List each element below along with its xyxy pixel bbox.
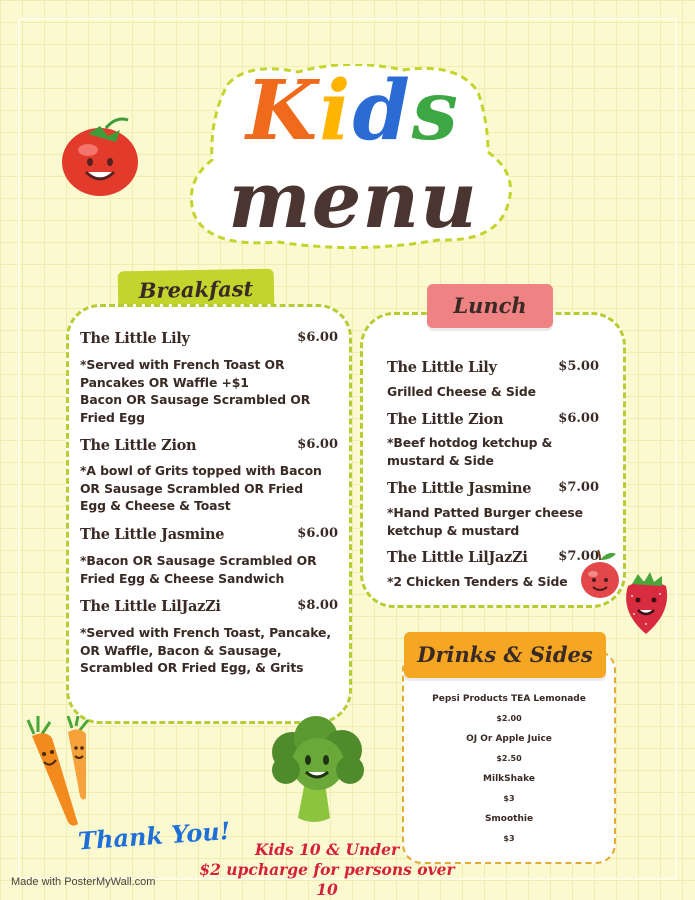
kids-letter: d (352, 63, 412, 159)
item-name: The Little LilJazZi (387, 549, 528, 566)
desc-line: OR Waffle, Bacon & Sausage, (80, 642, 282, 658)
breakfast-item (80, 598, 338, 615)
desc-line: mustard & Side (387, 452, 494, 468)
drink-name: OJ Or Apple Juice (466, 734, 552, 744)
watermark: Made with PosterMyWall.com (11, 876, 156, 888)
drink-name: Smoothie (484, 814, 534, 824)
drink-name: MilkShake (483, 774, 535, 784)
drink-price: $3 (503, 834, 515, 843)
desc-line: *Bacon OR Sausage Scrambled OR (80, 553, 317, 568)
item-name: The Little Jasmine (387, 480, 532, 497)
desc-line: *A bowl of Grits topped with Bacon (80, 463, 322, 478)
breakfast-item (80, 437, 338, 454)
item-price: $6.00 (558, 411, 599, 426)
desc-line: Pancakes OR Waffle +$1 (80, 374, 249, 390)
item-price: $5.00 (558, 359, 599, 374)
item-name: The Little Zion (80, 437, 197, 454)
pricing-note (196, 840, 458, 900)
desc-line: Fried Egg (80, 409, 145, 425)
broccoli-icon (262, 714, 374, 826)
item-description (80, 624, 346, 677)
item-name: The Little Lily (80, 330, 190, 347)
item-description (80, 356, 346, 426)
item-description (387, 383, 617, 401)
item-name: The Little Zion (387, 411, 504, 428)
item-price: $8.00 (297, 598, 338, 613)
carrot-icon (24, 716, 102, 828)
kids-letter: i (319, 63, 353, 159)
kids-letter: K (246, 63, 320, 159)
desc-line: Bacon OR Sausage Scrambled OR (80, 392, 311, 407)
item-name: The Little Lily (387, 359, 497, 376)
tomato-icon (58, 114, 148, 204)
desc-line: *Served with French Toast, Pancake, (80, 625, 331, 640)
kids-letter: s (411, 63, 460, 159)
item-price: $7.00 (558, 549, 599, 564)
desc-line: OR Sausage Scrambled OR Fried (80, 480, 303, 496)
item-description (80, 462, 346, 515)
lunch-item (387, 480, 599, 497)
lunch-item (387, 411, 599, 428)
item-price: $7.00 (558, 480, 599, 495)
desc-line: *Hand Patted Burger cheese (387, 505, 583, 520)
lunch-item (387, 359, 599, 376)
item-price: $6.00 (297, 330, 338, 345)
desc-line: Scrambled OR Fried Egg, & Grits (80, 660, 304, 675)
breakfast-item (80, 330, 338, 347)
drink-price: $2.00 (496, 714, 522, 723)
item-name: The Little Jasmine (80, 526, 225, 543)
title-block (188, 64, 518, 250)
drinks-tag: Drinks & Sides (404, 632, 606, 678)
drink-name: Pepsi Products TEA Lemonade (432, 694, 586, 704)
desc-line: *2 Chicken Tenders & Side (387, 574, 568, 589)
thank-you-text: Thank You! (77, 815, 232, 856)
lunch-item (387, 549, 599, 566)
upcharge-note: $2 upcharge for persons over 10 (199, 860, 455, 899)
desc-line: Fried Egg & Cheese Sandwich (80, 570, 285, 586)
item-description (387, 434, 617, 469)
drink-price: $3 (503, 794, 515, 803)
drink-price: $2.50 (496, 754, 522, 763)
breakfast-item (80, 526, 338, 543)
strawberry-icon (618, 568, 674, 638)
item-description (387, 504, 617, 539)
age-note: Kids 10 & Under (254, 840, 400, 859)
item-description (80, 552, 346, 587)
breakfast-tag: Breakfast (118, 269, 275, 312)
item-price: $6.00 (297, 437, 338, 452)
menu-heading: menu (228, 155, 478, 246)
item-name: The Little LilJazZi (80, 598, 221, 615)
item-price: $6.00 (297, 526, 338, 541)
kids-heading (188, 63, 518, 159)
desc-line: *Beef hotdog ketchup & (387, 435, 553, 450)
desc-line: ketchup & mustard (387, 522, 520, 538)
desc-line: Egg & Cheese & Toast (80, 498, 231, 513)
lunch-tag: Lunch (427, 284, 553, 328)
desc-line: *Served with French Toast OR (80, 357, 285, 372)
desc-line: Grilled Cheese & Side (387, 384, 536, 399)
